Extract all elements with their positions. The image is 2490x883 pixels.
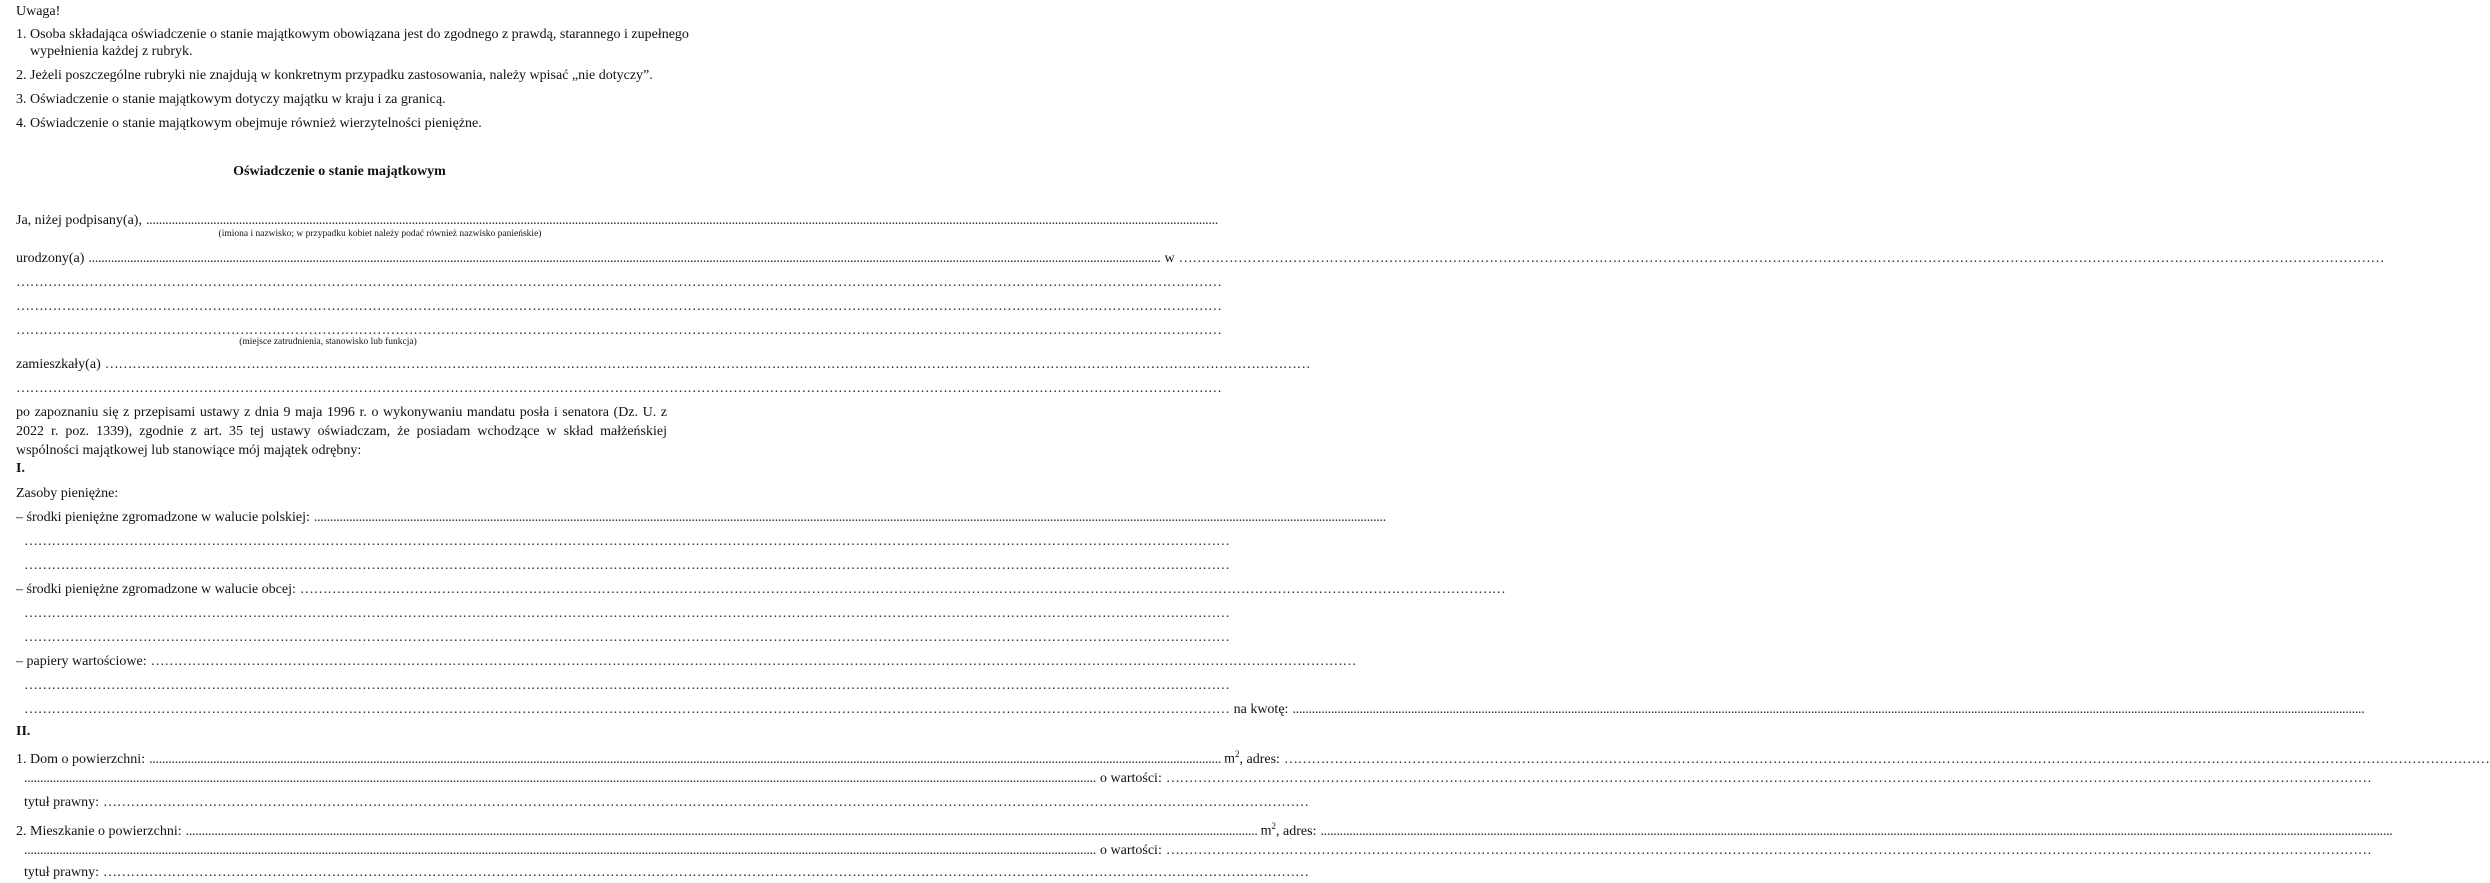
notice-item-4: 4. Oświadczenie o stanie majątkowym obejmuje również wierzytelności pieniężne. bbox=[16, 116, 482, 131]
name-hint: (imiona i nazwisko; w przypadku kobiet należy podać również nazwisko panieńskie) bbox=[218, 229, 542, 239]
pln-funds-field[interactable]: – środki pieniężne zgromadzone w walucie polskiej: ............................................................................................................................................................................................................................................................................................................................................... bbox=[16, 510, 1386, 525]
house-value-field[interactable]: ............................................................................................................................................................................................................................................................................................................................................... o wartości: ………………………………………………………………………………………………………………………………………………………………………………………………………………………………………… bbox=[24, 771, 2372, 786]
amount-label: na kwotę: bbox=[1233, 702, 1289, 717]
flat-title-field[interactable]: tytuł prawny: ………………………………………………………………………………………………………………………………………………………………………………………………………………………………………… bbox=[24, 865, 1309, 880]
employment-line-2[interactable]: ………………………………………………………………………………………………………………………………………………………………………………………………………………………………………… bbox=[16, 299, 1222, 314]
foreign-funds-line-3[interactable]: ………………………………………………………………………………………………………………………………………………………………………………………………………………………………………… bbox=[24, 630, 1230, 645]
flat-title-label: tytuł prawny: bbox=[24, 865, 100, 880]
securities-line-2[interactable]: ………………………………………………………………………………………………………………………………………………………………………………………………………………………………………… bbox=[24, 678, 1230, 693]
pln-funds-line-3[interactable]: ………………………………………………………………………………………………………………………………………………………………………………………………………………………………………… bbox=[24, 558, 1230, 573]
house-value-label: o wartości: bbox=[1100, 771, 1162, 786]
notice-item-1-line1: 1. Osoba składająca oświadczenie o stanie majątkowym obowiązana jest do zgodnego z prawdą, starannego i zupełnego bbox=[16, 27, 689, 42]
notice-item-2: 2. Jeżeli poszczególne rubryki nie znajdują w konkretnym przypadku zastosowania, należy wpisać „nie dotyczy”. bbox=[16, 68, 653, 83]
foreign-funds-label: – środki pieniężne zgromadzone w walucie obcej: bbox=[16, 582, 296, 597]
section-2-heading: II. bbox=[16, 724, 31, 739]
born-label: urodzony(a) bbox=[16, 251, 85, 266]
name-label: Ja, niżej podpisany(a), bbox=[16, 213, 142, 228]
house-address-label: , adres: bbox=[1239, 751, 1280, 767]
section-1-heading: I. bbox=[16, 461, 25, 476]
foreign-funds-line-2[interactable]: ………………………………………………………………………………………………………………………………………………………………………………………………………………………………………… bbox=[24, 606, 1230, 621]
notice-item-1-line2: wypełnienia każdej z rubryk. bbox=[30, 44, 193, 59]
notice-item-3: 3. Oświadczenie o stanie majątkowym dotyczy majątku w kraju i za granicą. bbox=[16, 92, 446, 107]
born-date-dots: ............................................................................................................................................................................................................................................................................................................................................... bbox=[88, 251, 1161, 266]
flat-area-field[interactable]: 2. Mieszkanie o powierzchni: ............................................................................................................................................................................................................................................................................................................................................... $m^2$ , adres: ............................................................................................................................................................................................................................................................................................................................................... bbox=[16, 818, 666, 840]
flat-label: 2. Mieszkanie o powierzchni: bbox=[16, 823, 182, 839]
house-title-label: tytuł prawny: bbox=[24, 795, 100, 810]
statement-paragraph: po zapoznaniu się z przepisami ustawy z dnia 9 maja 1996 r. o wykonywaniu mandatu posła i senatora (Dz. U. z 2022 r. poz. 1339), zgodnie z art. 35 tej ustawy oświadczam, że posiadam wchodzące w skład małżeńskiej wspólności majątkowej lub stanowiące mój majątek odrębny: bbox=[16, 405, 667, 458]
securities-amount-field[interactable]: ………………………………………………………………………………………………………………………………………………………………………………………………………………………………………… na kwotę: ............................................................................................................................................................................................................................................................................................................................................... bbox=[24, 702, 2365, 717]
pln-funds-line-2[interactable]: ………………………………………………………………………………………………………………………………………………………………………………………………………………………………………… bbox=[24, 534, 1230, 549]
residence-label: zamieszkały(a) bbox=[16, 357, 101, 372]
pln-funds-label: – środki pieniężne zgromadzone w walucie polskiej: bbox=[16, 510, 310, 525]
flat-address-label: , adres: bbox=[1276, 823, 1317, 839]
flat-value-field[interactable]: ............................................................................................................................................................................................................................................................................................................................................... o wartości: ………………………………………………………………………………………………………………………………………………………………………………………………………………………………………… bbox=[24, 843, 2372, 858]
notice-heading: Uwaga! bbox=[16, 4, 61, 19]
born-place-dots: ………………………………………………………………………………………………………………………………………………………………………………………………………………………………………… bbox=[1178, 251, 2385, 266]
foreign-funds-field[interactable]: – środki pieniężne zgromadzone w walucie obcej: ………………………………………………………………………………………………………………………………………………………………………………………………………………………………………… bbox=[16, 582, 1506, 597]
residence-field[interactable]: zamieszkały(a) ………………………………………………………………………………………………………………………………………………………………………………………………………………………………………… bbox=[16, 357, 1311, 372]
born-field[interactable] bbox=[16, 250, 2385, 267]
securities-field[interactable]: – papiery wartościowe: ………………………………………………………………………………………………………………………………………………………………………………………………………………………………………… bbox=[16, 654, 1357, 669]
flat-value-label: o wartości: bbox=[1100, 843, 1162, 858]
house-area-field[interactable]: 1. Dom o powierzchni: ............................................................................................................................................................................................................................................................................................................................................... $m^2$ , adres: ………………………………………………………………………………………………………………………………………………………………………………………………………………………………………… bbox=[16, 746, 666, 768]
page-title: Oświadczenie o stanie majątkowym bbox=[233, 164, 446, 179]
house-unit: $m^2$ bbox=[1224, 749, 1240, 767]
employment-line-3[interactable]: ………………………………………………………………………………………………………………………………………………………………………………………………………………………………………… bbox=[16, 323, 1222, 338]
house-title-field[interactable]: tytuł prawny: ………………………………………………………………………………………………………………………………………………………………………………………………………………………………………… bbox=[24, 795, 1309, 810]
name-dots: ............................................................................................................................................................................................................................................................................................................................................... bbox=[145, 213, 1218, 228]
name-field[interactable] bbox=[16, 212, 1218, 229]
house-label: 1. Dom o powierzchni: bbox=[16, 751, 146, 767]
section-1-subheading: Zasoby pieniężne: bbox=[16, 486, 119, 501]
residence-line-2[interactable]: ………………………………………………………………………………………………………………………………………………………………………………………………………………………………………… bbox=[16, 381, 1222, 396]
employment-line-1[interactable]: ………………………………………………………………………………………………………………………………………………………………………………………………………………………………………… bbox=[16, 275, 1222, 290]
born-in-label: w bbox=[1164, 251, 1175, 266]
employment-hint: (miejsce zatrudnienia, stanowisko lub funkcja) bbox=[239, 337, 417, 347]
securities-label: – papiery wartościowe: bbox=[16, 654, 147, 669]
flat-unit: $m^2$ bbox=[1260, 821, 1277, 839]
